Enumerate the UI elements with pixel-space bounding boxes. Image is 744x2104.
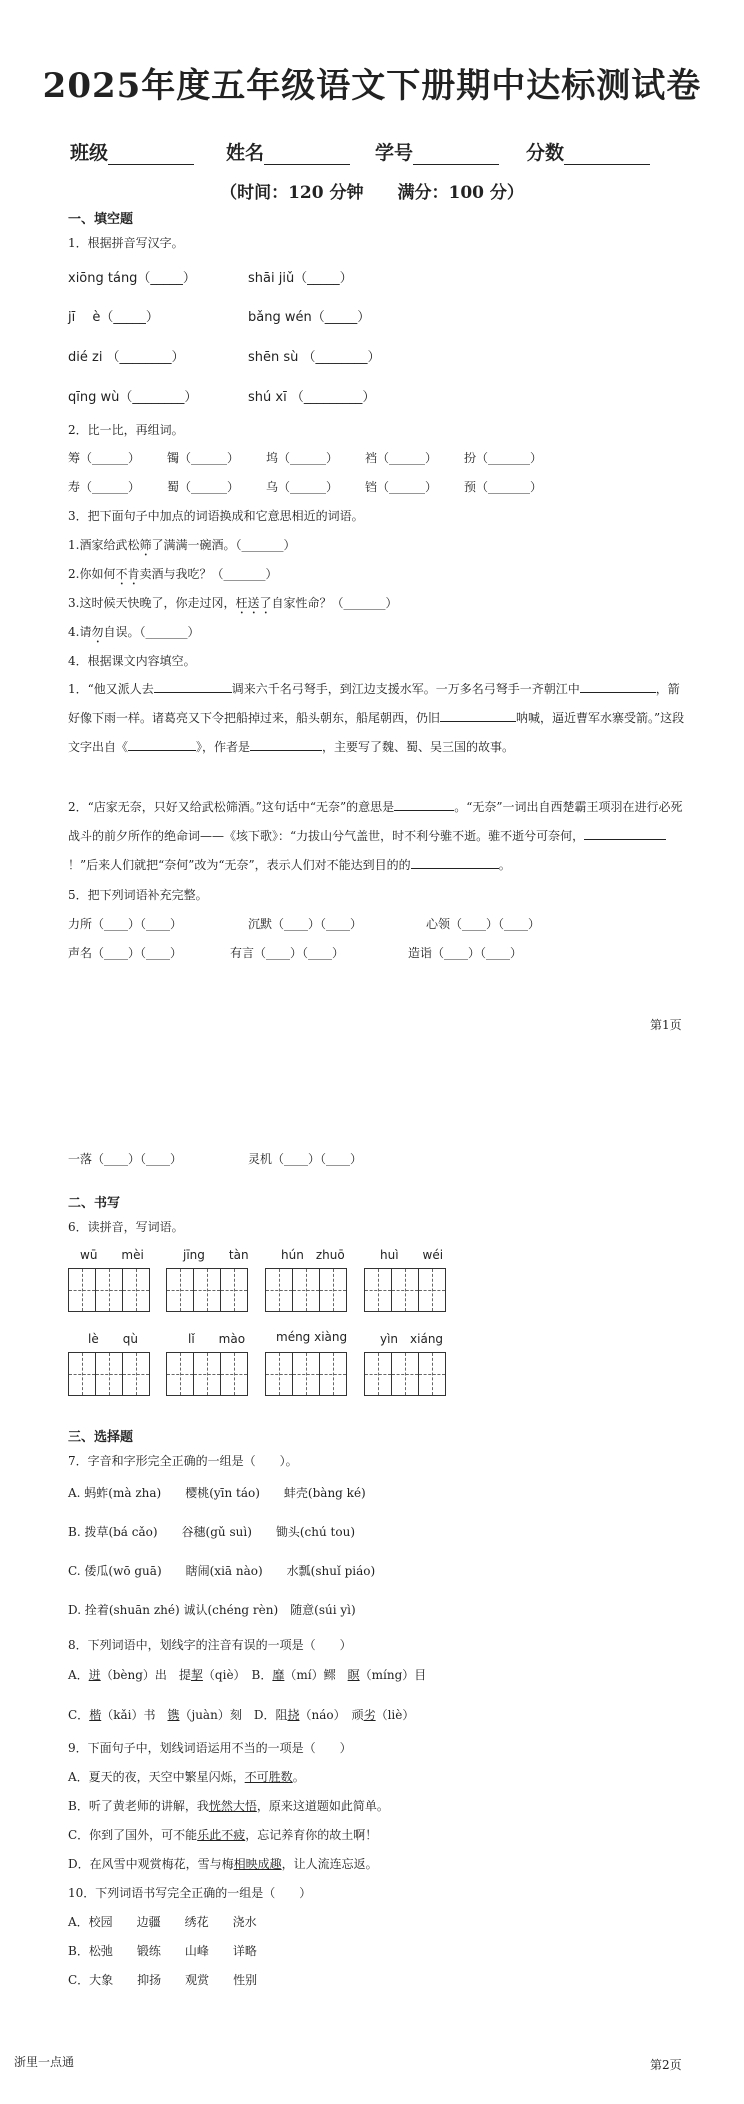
writing-grid[interactable]: [364, 1352, 444, 1396]
q2-stem: 2．比一比，再组词。: [68, 423, 184, 437]
q8-option: C．楷（kǎi）书 镌（juàn）刻 D．阻挠（náo） 顽劣（liè）: [68, 1708, 415, 1722]
q1-stem: 1．根据拼音写汉字。: [68, 236, 184, 250]
q1-item: qīng wù（________）: [68, 390, 198, 405]
q3-item: 1.酒家给武松筛了满满一碗酒。（_______）: [68, 538, 296, 552]
section-title-writing: 二、书写: [68, 1196, 121, 1211]
page-number: 第1页: [650, 1018, 682, 1032]
q2-item: 铛（______）: [365, 480, 438, 494]
name-field: 姓名: [226, 138, 350, 165]
q2-item: 预（_______）: [464, 480, 543, 494]
q2-item: 乌（______）: [266, 480, 339, 494]
q6-stem: 6．读拼音，写词语。: [68, 1220, 184, 1234]
q10-option: B．松弛 锻练 山峰 详略: [68, 1944, 257, 1958]
q3-item: 3.这时候天快晚了，你走过冈，枉送了自家性命？（_______）: [68, 596, 398, 610]
q7-option: D. 拴着(shuān zhé) 诚认(chéng rèn) 随意(súi yì): [68, 1603, 356, 1617]
q1-item: shú xī （_________）: [248, 390, 376, 405]
q3-item: 4.请勿自误。（_______）: [68, 625, 200, 639]
q9-option: C．你到了国外，可不能乐此不疲，忘记养育你的故土啊！: [68, 1828, 378, 1842]
footer-brand: 浙里一点通: [14, 2055, 75, 2069]
q2-item: 坞（______）: [266, 451, 339, 465]
q9-option: D．在风雪中观赏梅花，雪与梅相映成趣，让人流连忘返。: [68, 1857, 378, 1871]
q1-item: jī è（_____）: [68, 310, 159, 325]
q1-item: xiōng táng（_____）: [68, 271, 196, 286]
q2-item: 镯（______）: [167, 451, 240, 465]
class-field: 班级: [70, 138, 194, 165]
writing-grid[interactable]: [166, 1268, 246, 1312]
q2-item: 蜀（______）: [167, 480, 240, 494]
q5-stem: 5．把下列词语补充完整。: [68, 888, 208, 902]
q4-stem: 4．根据课文内容填空。: [68, 654, 196, 668]
pinyin-label: lǐ mào: [188, 1332, 246, 1346]
q9-stem: 9．下面句子中，划线词语运用不当的一项是（ ）: [68, 1741, 352, 1755]
writing-grid[interactable]: [364, 1268, 444, 1312]
writing-grid[interactable]: [68, 1268, 148, 1312]
page-number: 第2页: [650, 2058, 682, 2072]
number-field: 学号: [375, 138, 499, 165]
q5-item: 力所（____）（____）: [68, 917, 183, 931]
page-title: 2025年度五年级语文下册期中达标测试卷: [42, 66, 702, 106]
q5-item: 沉默（____）（____）: [248, 917, 363, 931]
q2-item: 筹（______）: [68, 451, 141, 465]
q5-item: 造诣（____）（____）: [408, 946, 523, 960]
q8-option: A．迸（bèng）出 提挈（qiè） B．靡（mí）鳏 瞑（míng）目: [68, 1668, 427, 1682]
section-title-choice: 三、选择题: [68, 1430, 134, 1445]
writing-grid[interactable]: [166, 1352, 246, 1396]
writing-grid[interactable]: [265, 1268, 345, 1312]
pinyin-label: méng xiàng: [276, 1330, 348, 1344]
q8-stem: 8．下列词语中，划线字的注音有误的一项是（ ）: [68, 1638, 352, 1652]
q1-item: shēn sù （________）: [248, 350, 381, 365]
pinyin-label: huì wéi: [380, 1248, 444, 1262]
q2-item: 裆（______）: [365, 451, 438, 465]
q1-item: dié zi （________）: [68, 350, 185, 365]
q1-item: bǎng wén（_____）: [248, 310, 371, 325]
q4-passage-2: 2．“店家无奈，只好又给武松筛酒。”这句话中“无奈”的意思是 。“无奈”一词出自西楚霸王项羽在进行必死战斗的前夕所作的绝命词——《垓下歌》：“力拔山兮气盖世，时不利兮骓不逝。骓不逝兮可奈何，！”后来人们就把“奈何”改为“无奈”，表示人们对不能达到目的的 。: [68, 800, 683, 872]
q7-option: C. 倭瓜(wō guā) 瞎闹(xiā nào) 水瓢(shuǐ piáo): [68, 1564, 376, 1578]
q7-option: B. 拨草(bá cǎo) 谷穗(gǔ suì) 锄头(chú tou): [68, 1525, 356, 1539]
q3-item: 2.你如何不肯卖酒与我吃？（_______）: [68, 567, 278, 581]
q9-option: B．听了黄老师的讲解，我恍然大悟，原来这道题如此简单。: [68, 1799, 389, 1813]
q1-item: shāi jiǔ（_____）: [248, 271, 353, 286]
section-title-fill: 一、填空题: [68, 212, 134, 227]
q5-item: 一落（____）（____）: [68, 1152, 183, 1166]
q5-item: 心领（____）（____）: [426, 917, 541, 931]
q7-stem: 7．字音和字形完全正确的一组是（ ）。: [68, 1454, 298, 1468]
q5-item: 声名（____）（____）: [68, 946, 183, 960]
q2-item: 扮（_______）: [464, 451, 543, 465]
q5-item: 有言（____）（____）: [230, 946, 345, 960]
writing-grid[interactable]: [68, 1352, 148, 1396]
q9-option: A．夏天的夜，天空中繁星闪烁，不可胜数。: [68, 1770, 305, 1784]
score-field: 分数: [526, 138, 650, 165]
q2-item: 寿（______）: [68, 480, 141, 494]
q5-item: 灵机（____）（____）: [248, 1152, 363, 1166]
q3-stem: 3．把下面句子中加点的词语换成和它意思相近的词语。: [68, 509, 364, 523]
q10-option: C．大象 抑扬 观赏 性别: [68, 1973, 258, 1987]
pinyin-label: lè qù: [88, 1332, 138, 1346]
writing-grid[interactable]: [265, 1352, 345, 1396]
q4-passage-1: 1．“他又派人去 调来六千名弓弩手，到江边支援水军。一万多名弓弩手一齐朝江中 ，箭好像下雨一样。诸葛亮又下令把船掉过来，船头朝东，船尾朝西，仍旧 呐喊，逼近曹军水寨受箭。”这段文字出自《 》，作者是 ，主要写了魏、蜀、吴三国的故事。: [68, 682, 685, 754]
q10-option: A．校园 边疆 绣花 浇水: [68, 1915, 257, 1929]
pinyin-label: yìn xiáng: [380, 1332, 444, 1346]
exam-subtitle: （时间：120 分钟 满分：100 分）: [220, 183, 524, 203]
pinyin-label: jīng tàn: [183, 1248, 249, 1262]
pinyin-label: wū mèi: [80, 1248, 144, 1262]
pinyin-label: hún zhuō: [281, 1248, 345, 1262]
q7-option: A. 蚂蚱(mà zha) 樱桃(yīn táo) 蚌壳(bàng ké): [68, 1486, 366, 1500]
q10-stem: 10．下列词语书写完全正确的一组是（ ）: [68, 1886, 312, 1900]
